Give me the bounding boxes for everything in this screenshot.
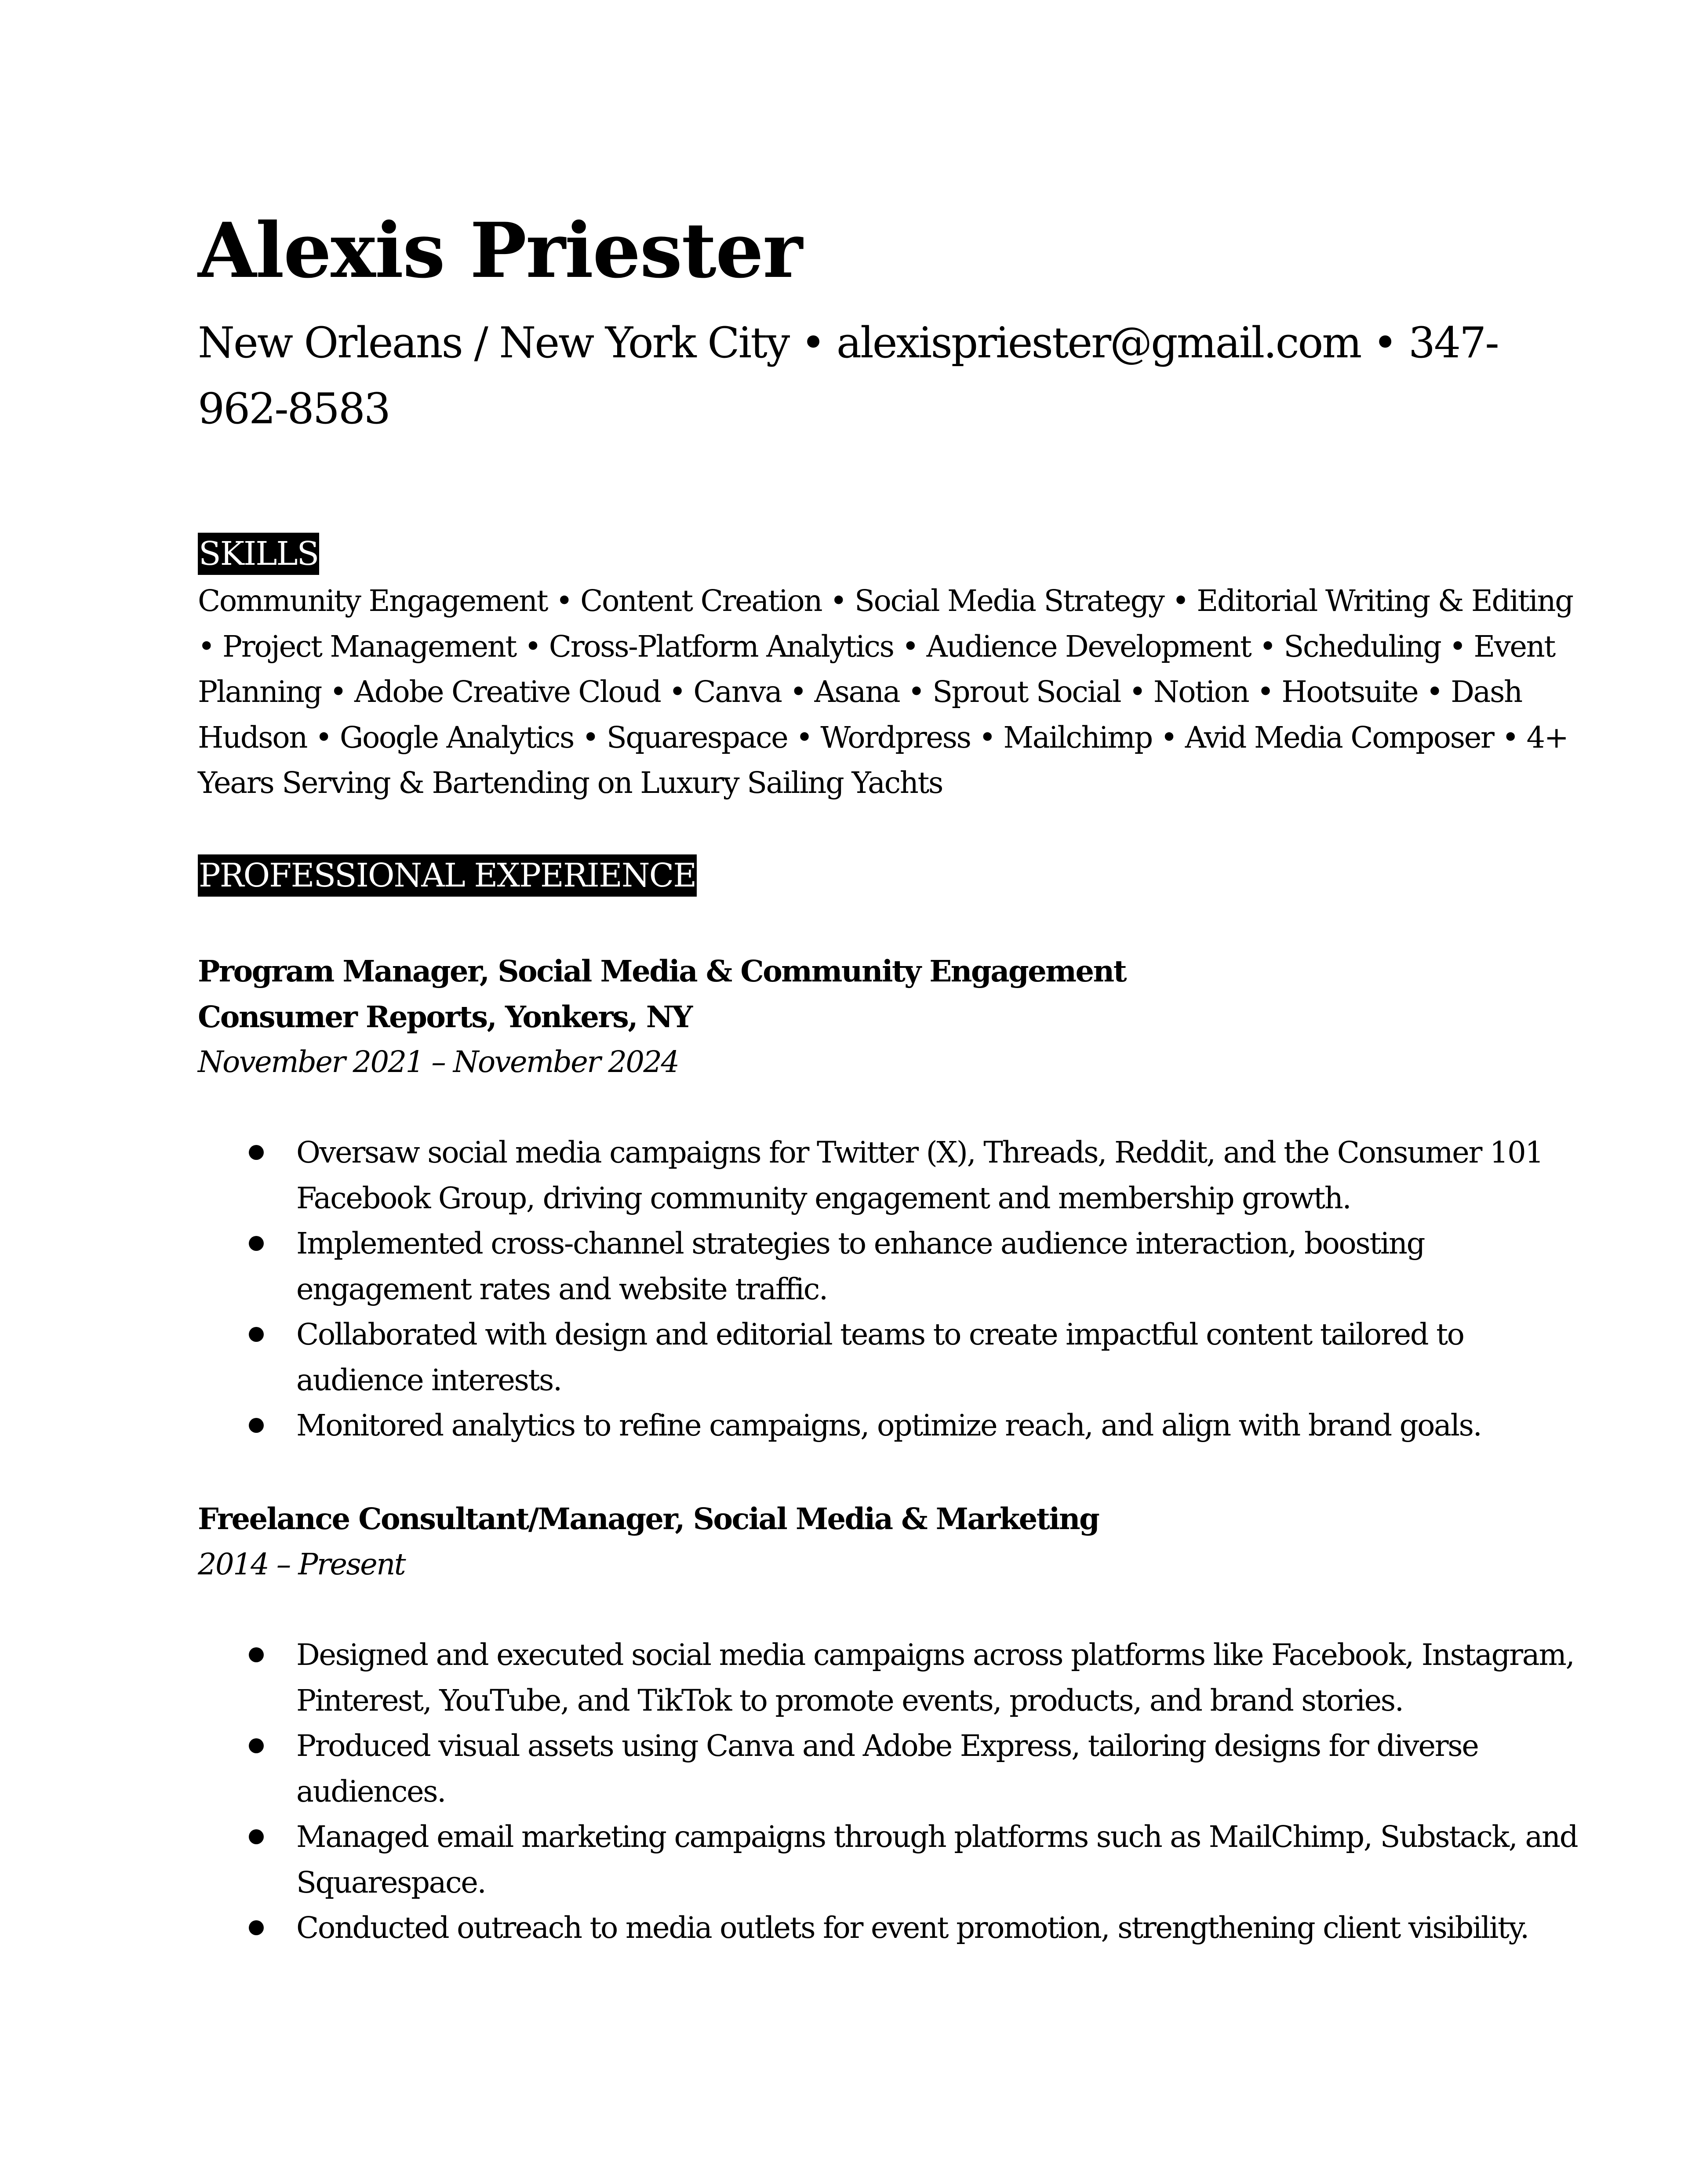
bullet-icon: [249, 1829, 264, 1844]
bullet-text: Implemented cross-channel strategies to enhance audience interaction, boosting engagement rates and website traffic.: [296, 1226, 1425, 1306]
bullet-item: [198, 1723, 1582, 1814]
bullet-item: [198, 1221, 1582, 1312]
bullet-text: Oversaw social media campaigns for Twitter (X), Threads, Reddit, and the Consumer 101 Facebook Group, driving community engagement and membership growth.: [296, 1135, 1543, 1215]
experience-heading: PROFESSIONAL EXPERIENCE: [198, 854, 697, 897]
skills-heading: SKILLS: [198, 533, 319, 575]
job-title: Program Manager, Social Media & Community Engagement: [198, 954, 1126, 988]
bullet-item: [198, 1814, 1582, 1905]
bullet-item: [198, 1130, 1582, 1221]
bullet-icon: [249, 1418, 264, 1433]
bullet-icon: [249, 1236, 264, 1251]
bullet-icon: [249, 1738, 264, 1753]
bullet-text: Collaborated with design and editorial teams to create impactful content tailored to audience interests.: [296, 1317, 1464, 1397]
bullet-icon: [249, 1920, 264, 1935]
bullet-text: Managed email marketing campaigns through platforms such as MailChimp, Substack, and Squarespace.: [296, 1820, 1578, 1900]
job-title: Freelance Consultant/Manager, Social Media & Marketing: [198, 1501, 1099, 1536]
bullet-item: [198, 1312, 1582, 1403]
bullet-text: Produced visual assets using Canva and Adobe Express, tailoring designs for diverse audiences.: [296, 1729, 1478, 1809]
bullet-icon: [249, 1647, 264, 1662]
bullet-text: Designed and executed social media campaigns across platforms like Facebook, Instagram, Pinterest, YouTube, and TikTok to promote events, products, and brand stories.: [296, 1638, 1574, 1718]
job-dates: November 2021 – November 2024: [198, 1045, 679, 1079]
job-bullets: [198, 1632, 1582, 1951]
candidate-name: Alexis Priester: [198, 206, 802, 295]
job-entry-consumer-reports: [198, 948, 1582, 1443]
bullet-item: [198, 1403, 1582, 1449]
skills-list: Community Engagement • Content Creation • Social Media Strategy • Editorial Writing & Editing • Project Management • Cross-Platform Analytics • Audience Development • Scheduling • Event Planning • Adobe Creative Cloud • Canva • Asana • Sprout Social • Notion • Hootsuite • Dash Hudson • Google Analytics • Squarespace • Wordpress • Mailchimp • Avid Media Composer • 4+ Years Serving & Bartending on Luxury Sailing Yachts: [198, 584, 1573, 800]
contact-line: New Orleans / New York City • alexispriester@gmail.com • 347-962-8583: [198, 318, 1498, 433]
bullet-icon: [249, 1145, 264, 1160]
bullet-text: Monitored analytics to refine campaigns, optimize reach, and align with brand goals.: [296, 1408, 1481, 1443]
job-dates: 2014 – Present: [198, 1547, 405, 1581]
bullet-icon: [249, 1327, 264, 1342]
bullet-item: [198, 1632, 1582, 1723]
job-company: Consumer Reports, Yonkers, NY: [198, 999, 692, 1034]
bullet-text: Conducted outreach to media outlets for event promotion, strengthening client visibility.: [296, 1911, 1528, 1945]
job-bullets: [198, 1130, 1582, 1449]
job-entry-freelance: [198, 1496, 1582, 1945]
bullet-item: [198, 1905, 1582, 1951]
